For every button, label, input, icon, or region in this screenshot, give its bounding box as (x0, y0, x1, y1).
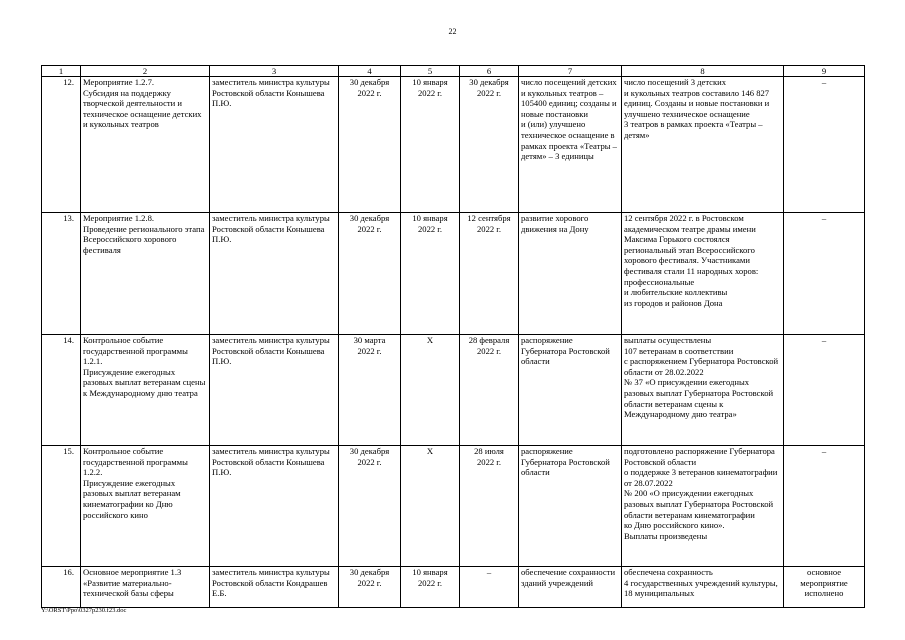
planned-result: число посещений детских и кукольных театров – 105400 единиц; созданы и новые постановки и (или) улучшено техническое оснащение в рамках проекта «Театры – детям» – 3 единицы (519, 77, 622, 213)
deviation-reason: – (784, 213, 865, 335)
planned-result: обеспечение сохранности зданий учреждений (519, 567, 622, 608)
column-number: 8 (622, 66, 784, 77)
actual-end-date: 12 сентября 2022 г. (460, 213, 519, 335)
actual-start-date: 10 января 2022 г. (401, 567, 460, 608)
deviation-reason: – (784, 77, 865, 213)
actual-end-date: 28 июля 2022 г. (460, 446, 519, 567)
actual-end-date: 30 декабря 2022 г. (460, 77, 519, 213)
column-number: 7 (519, 66, 622, 77)
row-number: 15. (42, 446, 81, 567)
responsible-person: заместитель министра культуры Ростовской области Конышева П.Ю. (210, 213, 339, 335)
column-number: 6 (460, 66, 519, 77)
deviation-reason: основное мероприятие исполнено (784, 567, 865, 608)
actual-end-date: – (460, 567, 519, 608)
row-number: 16. (42, 567, 81, 608)
deviation-reason: – (784, 446, 865, 567)
column-number: 1 (42, 66, 81, 77)
planned-end-date: 30 декабря 2022 г. (339, 446, 401, 567)
responsible-person: заместитель министра культуры Ростовской области Конышева П.Ю. (210, 77, 339, 213)
table-row (42, 446, 865, 567)
responsible-person: заместитель министра культуры Ростовской области Конышева П.Ю. (210, 335, 339, 446)
responsible-person: заместитель министра культуры Ростовской области Кондрашев Е.Б. (210, 567, 339, 608)
planned-end-date: 30 марта 2022 г. (339, 335, 401, 446)
actual-end-date: 28 февраля 2022 г. (460, 335, 519, 446)
table-row (42, 567, 865, 608)
deviation-reason: – (784, 335, 865, 446)
planned-result: распоряжение Губернатора Ростовской области (519, 335, 622, 446)
planned-result: распоряжение Губернатора Ростовской области (519, 446, 622, 567)
row-number: 12. (42, 77, 81, 213)
planned-end-date: 30 декабря 2022 г. (339, 567, 401, 608)
column-number: 4 (339, 66, 401, 77)
actual-result: выплаты осуществлены 107 ветеранам в соответствии с распоряжением Губернатора Ростовской области от 28.02.2022 № 37 «О присуждении ежегодных разовых выплат Губернатора Ростовской области ветеранам сцены к Международному дню театра» (622, 335, 784, 446)
table-row (42, 77, 865, 213)
table-row (42, 213, 865, 335)
measure-name: Мероприятие 1.2.7. Субсидия на поддержку творческой деятельности и техническое оснащение детских и кукольных театров (81, 77, 210, 213)
column-number: 9 (784, 66, 865, 77)
measure-name: Контрольное событие государственной программы 1.2.2. Присуждение ежегодных разовых выплат ветеранам кинематографии ко Дню российского кино (81, 446, 210, 567)
planned-result: развитие хорового движения на Дону (519, 213, 622, 335)
actual-result: обеспечена сохранность 4 государственных учреждений культуры, 18 муниципальных (622, 567, 784, 608)
actual-start-date: Х (401, 335, 460, 446)
actual-start-date: 10 января 2022 г. (401, 77, 460, 213)
planned-end-date: 30 декабря 2022 г. (339, 77, 401, 213)
column-number: 2 (81, 66, 210, 77)
actual-result: подготовлено распоряжение Губернатора Ростовской области о поддержке 3 ветеранов кинематографии от 28.07.2022 № 200 «О присуждении ежегодных разовых выплат Губернатора Ростовской области ветеранам кинематографии ко Дню российского кино». Выплаты произведены (622, 446, 784, 567)
row-number: 13. (42, 213, 81, 335)
measure-name: Основное мероприятие 1.3 «Развитие материально-технической базы сферы (81, 567, 210, 608)
measure-name: Контрольное событие государственной программы 1.2.1. Присуждение ежегодных разовых выплат ветеранам сцены к Международному дню театра (81, 335, 210, 446)
actual-start-date: Х (401, 446, 460, 567)
planned-end-date: 30 декабря 2022 г. (339, 213, 401, 335)
footer-file-path: Y:\ORST\Ppo\0327p230.f23.doc (41, 607, 127, 614)
actual-start-date: 10 января 2022 г. (401, 213, 460, 335)
actual-result: число посещений 3 детских и кукольных театров составило 146 827 единиц. Созданы и новые постановки и улучшено техническое оснащение 3 театров в рамках проекта «Театры – детям» (622, 77, 784, 213)
table-row (42, 335, 865, 446)
responsible-person: заместитель министра культуры Ростовской области Конышева П.Ю. (210, 446, 339, 567)
measure-name: Мероприятие 1.2.8. Проведение регионального этапа Всероссийского хорового фестиваля (81, 213, 210, 335)
column-number: 5 (401, 66, 460, 77)
row-number: 14. (42, 335, 81, 446)
page-number: 22 (448, 27, 457, 36)
report-table (41, 65, 865, 608)
column-number: 3 (210, 66, 339, 77)
actual-result: 12 сентября 2022 г. в Ростовском академическом театре драмы имени Максима Горького состоялся региональный этап Всероссийского хорового фестиваля. Участниками фестиваля стали 11 народных хоров: профессиональные и любительские коллективы из городов и районов Дона (622, 213, 784, 335)
column-number-row (42, 66, 865, 77)
